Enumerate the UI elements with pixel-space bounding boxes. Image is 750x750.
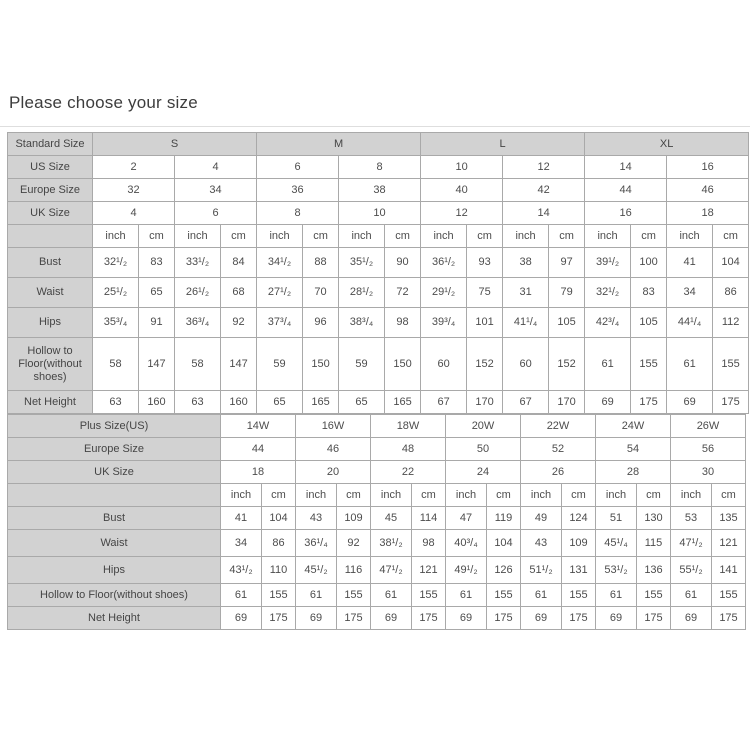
table-cell: 42³/₄ xyxy=(585,308,631,338)
table-cell: 43¹/₂ xyxy=(221,557,262,584)
row-label: Europe Size xyxy=(8,438,221,461)
table-cell: 160 xyxy=(139,391,175,414)
table-cell: 8 xyxy=(257,202,339,225)
table-cell: 170 xyxy=(549,391,585,414)
table-cell: 70 xyxy=(303,278,339,308)
table-cell: 155 xyxy=(262,584,296,607)
row-label: Hollow to Floor(without shoes) xyxy=(8,338,93,391)
row-label: Standard Size xyxy=(8,133,93,156)
table-cell: 86 xyxy=(262,530,296,557)
table-cell: cm xyxy=(549,225,585,248)
table-cell: 52 xyxy=(521,438,596,461)
table-cell: 175 xyxy=(631,391,667,414)
table-cell: 155 xyxy=(712,584,746,607)
table-cell: 40³/₄ xyxy=(446,530,487,557)
table-cell: 41¹/₄ xyxy=(503,308,549,338)
table-cell: 175 xyxy=(487,607,521,630)
table-cell: inch xyxy=(221,484,262,507)
table-cell: cm xyxy=(631,225,667,248)
table-row xyxy=(8,156,749,179)
table-cell: 165 xyxy=(385,391,421,414)
table-cell: 47 xyxy=(446,507,487,530)
table-cell: 32¹/₂ xyxy=(93,248,139,278)
table-cell: 112 xyxy=(713,308,749,338)
table-cell: 61 xyxy=(585,338,631,391)
table-cell: inch xyxy=(175,225,221,248)
table-cell: 10 xyxy=(421,156,503,179)
table-cell: 175 xyxy=(713,391,749,414)
table-cell: 152 xyxy=(549,338,585,391)
table-cell: 35³/₄ xyxy=(93,308,139,338)
table-cell: 16 xyxy=(585,202,667,225)
table-cell: 53¹/₂ xyxy=(596,557,637,584)
table-row xyxy=(8,278,749,308)
table-cell: inch xyxy=(339,225,385,248)
table-cell: cm xyxy=(139,225,175,248)
table-cell: inch xyxy=(421,225,467,248)
row-label xyxy=(8,484,221,507)
table-row xyxy=(8,179,749,202)
table-cell: 175 xyxy=(637,607,671,630)
table-cell: 24 xyxy=(446,461,521,484)
table-cell: 86 xyxy=(713,278,749,308)
row-label: Bust xyxy=(8,248,93,278)
table-cell: 56 xyxy=(671,438,746,461)
table-cell: 175 xyxy=(337,607,371,630)
table-cell: 45 xyxy=(371,507,412,530)
table-cell: 65 xyxy=(139,278,175,308)
table-cell: 61 xyxy=(446,584,487,607)
page-title: Please choose your size xyxy=(9,93,198,112)
table-cell: 47¹/₂ xyxy=(671,530,712,557)
table-cell: S xyxy=(93,133,257,156)
table-cell: 68 xyxy=(221,278,257,308)
table-cell: XL xyxy=(585,133,749,156)
table-cell: 14 xyxy=(585,156,667,179)
table-cell: 26¹/₂ xyxy=(175,278,221,308)
table-cell: 116 xyxy=(337,557,371,584)
table-cell: 155 xyxy=(487,584,521,607)
table-cell: 31 xyxy=(503,278,549,308)
table-cell: 38 xyxy=(503,248,549,278)
table-row xyxy=(8,461,746,484)
table-cell: 59 xyxy=(257,338,303,391)
row-label: Europe Size xyxy=(8,179,93,202)
table-cell: 41 xyxy=(221,507,262,530)
table-cell: 36¹/₄ xyxy=(296,530,337,557)
table-cell: 61 xyxy=(221,584,262,607)
table-cell: 32 xyxy=(93,179,175,202)
table-row xyxy=(8,391,749,414)
table-cell: 104 xyxy=(713,248,749,278)
table-cell: inch xyxy=(257,225,303,248)
table-cell: M xyxy=(257,133,421,156)
table-cell: 67 xyxy=(421,391,467,414)
table-cell: 175 xyxy=(712,607,746,630)
table-cell: 32¹/₂ xyxy=(585,278,631,308)
table-cell: 29¹/₂ xyxy=(421,278,467,308)
table-cell: 12 xyxy=(421,202,503,225)
table-cell: 61 xyxy=(521,584,562,607)
table-cell: 69 xyxy=(296,607,337,630)
table-cell: cm xyxy=(713,225,749,248)
row-label: Hips xyxy=(8,557,221,584)
table-cell: inch xyxy=(296,484,337,507)
table-cell: 155 xyxy=(631,338,667,391)
table-cell: cm xyxy=(221,225,257,248)
table-cell: 63 xyxy=(175,391,221,414)
table-cell: 36³/₄ xyxy=(175,308,221,338)
table-cell: cm xyxy=(412,484,446,507)
row-label xyxy=(8,225,93,248)
table-row xyxy=(8,530,746,557)
table-cell: 6 xyxy=(257,156,339,179)
table-cell: 96 xyxy=(303,308,339,338)
table-cell: 109 xyxy=(562,530,596,557)
table-cell: inch xyxy=(521,484,562,507)
table-cell: 131 xyxy=(562,557,596,584)
table-cell: 12 xyxy=(503,156,585,179)
table-cell: 105 xyxy=(549,308,585,338)
table-cell: cm xyxy=(712,484,746,507)
table-cell: 22W xyxy=(521,415,596,438)
table-cell: 61 xyxy=(667,338,713,391)
table-cell: 69 xyxy=(221,607,262,630)
table-cell: 147 xyxy=(139,338,175,391)
row-label: UK Size xyxy=(8,461,221,484)
table-row xyxy=(8,225,749,248)
table-cell: 24W xyxy=(596,415,671,438)
table-cell: 58 xyxy=(93,338,139,391)
row-label: Waist xyxy=(8,530,221,557)
table-cell: inch xyxy=(446,484,487,507)
table-cell: 91 xyxy=(139,308,175,338)
table-cell: 46 xyxy=(296,438,371,461)
table-cell: 175 xyxy=(262,607,296,630)
table-cell: cm xyxy=(337,484,371,507)
table-cell: inch xyxy=(93,225,139,248)
table-cell: 121 xyxy=(712,530,746,557)
row-label: Hips xyxy=(8,308,93,338)
table-cell: 97 xyxy=(549,248,585,278)
table-cell: 100 xyxy=(631,248,667,278)
table-cell: 101 xyxy=(467,308,503,338)
table-cell: 25¹/₂ xyxy=(93,278,139,308)
row-label: Waist xyxy=(8,278,93,308)
table-cell: cm xyxy=(637,484,671,507)
table-cell: 26W xyxy=(671,415,746,438)
table-cell: 98 xyxy=(385,308,421,338)
table-cell: 35¹/₂ xyxy=(339,248,385,278)
table-cell: 170 xyxy=(467,391,503,414)
table-row xyxy=(8,308,749,338)
table-cell: 155 xyxy=(562,584,596,607)
table-cell: 84 xyxy=(221,248,257,278)
table-cell: 22 xyxy=(371,461,446,484)
table-cell: 58 xyxy=(175,338,221,391)
table-cell: 60 xyxy=(503,338,549,391)
table-cell: 55¹/₂ xyxy=(671,557,712,584)
table-cell: 114 xyxy=(412,507,446,530)
table-row xyxy=(8,507,746,530)
table-cell: 43 xyxy=(296,507,337,530)
table-cell: inch xyxy=(667,225,713,248)
table-cell: 79 xyxy=(549,278,585,308)
table-cell: 59 xyxy=(339,338,385,391)
table-cell: 69 xyxy=(521,607,562,630)
table-cell: 27¹/₂ xyxy=(257,278,303,308)
table-cell: 155 xyxy=(713,338,749,391)
table-cell: 155 xyxy=(337,584,371,607)
table-cell: 26 xyxy=(521,461,596,484)
table-cell: inch xyxy=(503,225,549,248)
table-cell: 45¹/₂ xyxy=(296,557,337,584)
table-cell: 38¹/₂ xyxy=(371,530,412,557)
table-row xyxy=(8,584,746,607)
table-cell: 175 xyxy=(562,607,596,630)
row-label: Net Height xyxy=(8,391,93,414)
table-cell: 141 xyxy=(712,557,746,584)
table-cell: 124 xyxy=(562,507,596,530)
table-cell: 49 xyxy=(521,507,562,530)
table-cell: cm xyxy=(467,225,503,248)
table-cell: 92 xyxy=(221,308,257,338)
table-cell: 14W xyxy=(221,415,296,438)
table-cell: 75 xyxy=(467,278,503,308)
table-cell: 175 xyxy=(412,607,446,630)
table-cell: 72 xyxy=(385,278,421,308)
table-cell: inch xyxy=(671,484,712,507)
table-cell: 69 xyxy=(585,391,631,414)
table-cell: 88 xyxy=(303,248,339,278)
table-cell: 43 xyxy=(521,530,562,557)
table-cell: cm xyxy=(303,225,339,248)
table-cell: 49¹/₂ xyxy=(446,557,487,584)
table-cell: 37³/₄ xyxy=(257,308,303,338)
table-cell: 155 xyxy=(412,584,446,607)
row-label: Hollow to Floor(without shoes) xyxy=(8,584,221,607)
row-label: Net Height xyxy=(8,607,221,630)
table-cell: 104 xyxy=(487,530,521,557)
table-cell: 69 xyxy=(371,607,412,630)
table-cell: 50 xyxy=(446,438,521,461)
table-cell: 44¹/₄ xyxy=(667,308,713,338)
table-cell: 150 xyxy=(303,338,339,391)
table-cell: 90 xyxy=(385,248,421,278)
table-cell: 20W xyxy=(446,415,521,438)
table-cell: 54 xyxy=(596,438,671,461)
table-cell: 69 xyxy=(446,607,487,630)
table-row xyxy=(8,202,749,225)
table-cell: 53 xyxy=(671,507,712,530)
table-cell: cm xyxy=(562,484,596,507)
table-cell: 60 xyxy=(421,338,467,391)
table-cell: 4 xyxy=(93,202,175,225)
table-cell: 115 xyxy=(637,530,671,557)
table-cell: 34 xyxy=(175,179,257,202)
table-cell: 45¹/₄ xyxy=(596,530,637,557)
table-cell: 155 xyxy=(637,584,671,607)
table-row xyxy=(8,557,746,584)
standard-size-table xyxy=(7,132,749,414)
row-label: UK Size xyxy=(8,202,93,225)
table-cell: 44 xyxy=(585,179,667,202)
table-cell: 8 xyxy=(339,156,421,179)
table-cell: 165 xyxy=(303,391,339,414)
row-label: Plus Size(US) xyxy=(8,415,221,438)
table-cell: 63 xyxy=(93,391,139,414)
table-cell: 2 xyxy=(93,156,175,179)
table-cell: 40 xyxy=(421,179,503,202)
table-cell: 44 xyxy=(221,438,296,461)
table-cell: 65 xyxy=(339,391,385,414)
table-cell: 38 xyxy=(339,179,421,202)
table-row xyxy=(8,248,749,278)
table-cell: cm xyxy=(262,484,296,507)
table-cell: 109 xyxy=(337,507,371,530)
table-cell: 14 xyxy=(503,202,585,225)
table-cell: 147 xyxy=(221,338,257,391)
table-row xyxy=(8,438,746,461)
table-cell: 46 xyxy=(667,179,749,202)
table-cell: 48 xyxy=(371,438,446,461)
table-cell: 41 xyxy=(667,248,713,278)
table-cell: L xyxy=(421,133,585,156)
table-cell: 30 xyxy=(671,461,746,484)
table-cell: 61 xyxy=(371,584,412,607)
table-cell: 28 xyxy=(596,461,671,484)
table-cell: 61 xyxy=(596,584,637,607)
table-cell: 65 xyxy=(257,391,303,414)
table-cell: 47¹/₂ xyxy=(371,557,412,584)
table-cell: 20 xyxy=(296,461,371,484)
table-cell: 67 xyxy=(503,391,549,414)
table-cell: 16W xyxy=(296,415,371,438)
table-cell: 51¹/₂ xyxy=(521,557,562,584)
table-cell: inch xyxy=(585,225,631,248)
table-cell: 34 xyxy=(221,530,262,557)
table-cell: 61 xyxy=(296,584,337,607)
table-cell: 28¹/₂ xyxy=(339,278,385,308)
table-cell: 18 xyxy=(667,202,749,225)
table-cell: 110 xyxy=(262,557,296,584)
table-cell: 16 xyxy=(667,156,749,179)
table-cell: 4 xyxy=(175,156,257,179)
table-cell: 33¹/₂ xyxy=(175,248,221,278)
table-cell: 39³/₄ xyxy=(421,308,467,338)
table-cell: 136 xyxy=(637,557,671,584)
table-cell: 105 xyxy=(631,308,667,338)
table-cell: 61 xyxy=(671,584,712,607)
table-cell: 98 xyxy=(412,530,446,557)
table-cell: 135 xyxy=(712,507,746,530)
table-cell: 104 xyxy=(262,507,296,530)
table-cell: 92 xyxy=(337,530,371,557)
table-cell: 39¹/₂ xyxy=(585,248,631,278)
table-cell: 34 xyxy=(667,278,713,308)
table-cell: 130 xyxy=(637,507,671,530)
table-cell: inch xyxy=(596,484,637,507)
table-cell: 69 xyxy=(671,607,712,630)
table-cell: 10 xyxy=(339,202,421,225)
table-cell: 83 xyxy=(139,248,175,278)
table-cell: 160 xyxy=(221,391,257,414)
table-cell: 34¹/₂ xyxy=(257,248,303,278)
table-cell: 69 xyxy=(596,607,637,630)
table-cell: 42 xyxy=(503,179,585,202)
table-row xyxy=(8,484,746,507)
table-row xyxy=(8,607,746,630)
table-cell: 6 xyxy=(175,202,257,225)
table-cell: 150 xyxy=(385,338,421,391)
table-cell: 83 xyxy=(631,278,667,308)
table-cell: 18W xyxy=(371,415,446,438)
table-cell: 152 xyxy=(467,338,503,391)
table-cell: 36 xyxy=(257,179,339,202)
table-cell: 119 xyxy=(487,507,521,530)
table-cell: 18 xyxy=(221,461,296,484)
table-row xyxy=(8,133,749,156)
row-label: US Size xyxy=(8,156,93,179)
row-label: Bust xyxy=(8,507,221,530)
table-cell: 126 xyxy=(487,557,521,584)
table-row xyxy=(8,415,746,438)
table-cell: cm xyxy=(385,225,421,248)
table-cell: 51 xyxy=(596,507,637,530)
table-cell: inch xyxy=(371,484,412,507)
table-cell: 38³/₄ xyxy=(339,308,385,338)
plus-size-table xyxy=(7,414,746,630)
table-row xyxy=(8,338,749,391)
table-cell: cm xyxy=(487,484,521,507)
table-cell: 36¹/₂ xyxy=(421,248,467,278)
section-divider xyxy=(0,126,750,127)
table-cell: 93 xyxy=(467,248,503,278)
table-cell: 121 xyxy=(412,557,446,584)
table-cell: 69 xyxy=(667,391,713,414)
